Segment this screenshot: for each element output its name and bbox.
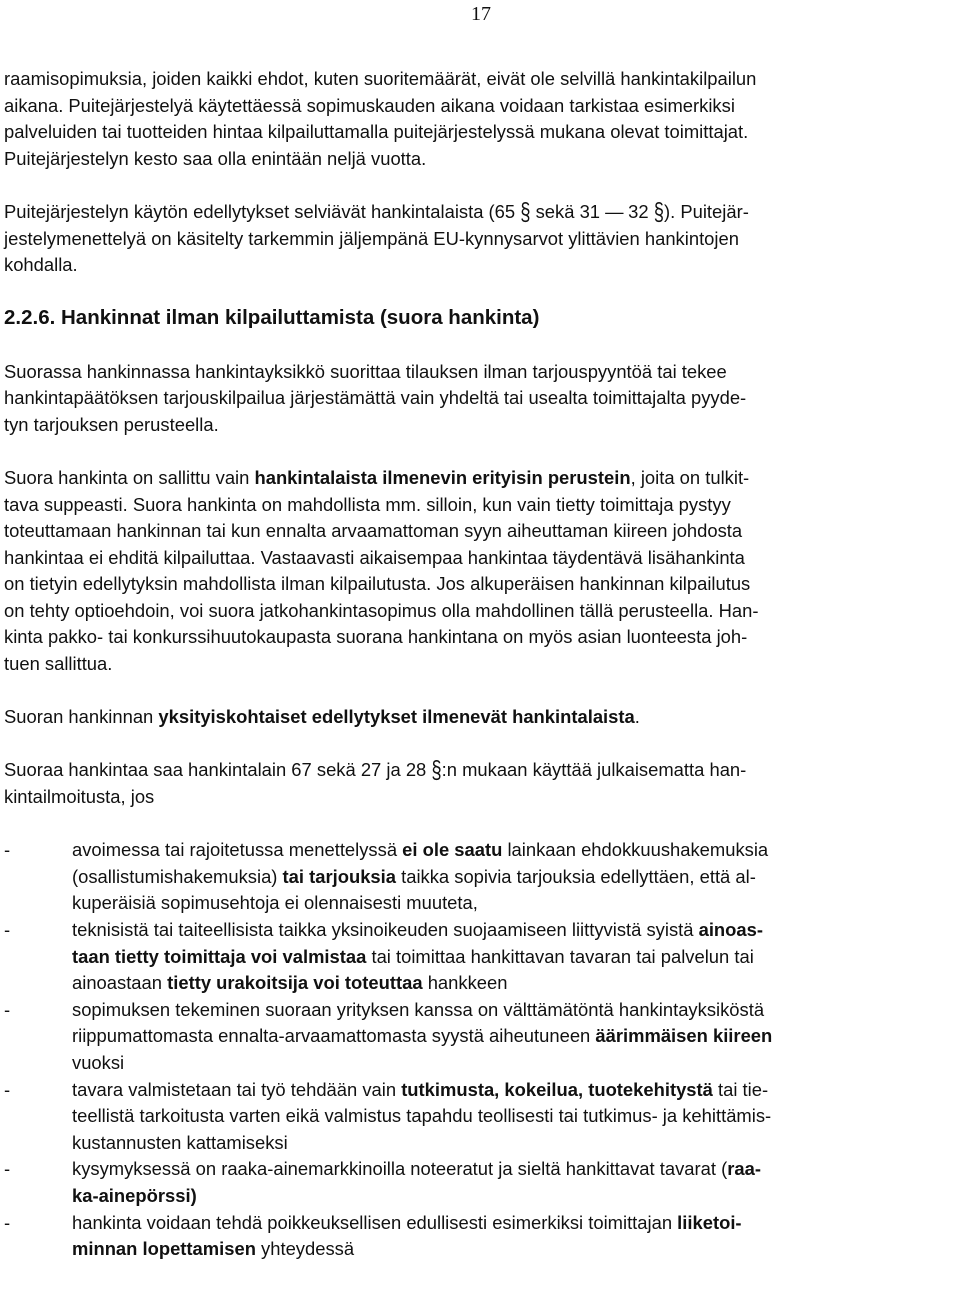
text-line: kustannusten kattamiseksi — [72, 1131, 288, 1153]
list-item — [4, 837, 956, 917]
text-line: tuen sallittua. — [4, 653, 113, 675]
emphasis: ainoas- — [698, 919, 763, 940]
text-line: . — [634, 706, 640, 728]
text-line: raamisopimuksia, joiden kaikki ehdot, kuten suoritemäärät, eivät ole selvillä hankintakilpailun — [4, 68, 757, 89]
list-item — [4, 1156, 956, 1209]
emphasis: äärimmäisen kiireen — [595, 1025, 773, 1047]
text-line: toteuttamaan hankinnan tai kun ennalta arvaamattoman syyn aiheuttaman kiireen johdosta — [4, 520, 743, 542]
text-line: vuoksi — [72, 1051, 125, 1073]
text-line: teknisistä tai taiteellisista taikka yksinoikeuden suojaamiseen liittyvistä syistä — [72, 919, 699, 940]
text-line: Suora hankinta on sallittu vain — [4, 466, 255, 488]
list-item — [4, 1210, 956, 1263]
list-dash: - — [4, 839, 11, 861]
conditions-list — [4, 837, 956, 1263]
paragraph-detailed-conditions — [4, 704, 956, 731]
text-line: lainkaan ehdokkuushakemuksia — [502, 839, 769, 861]
text-line: tai toimittaa hankittavan tavaran tai palvelun tai — [366, 945, 754, 967]
text-line: on tietyin edellytyksin mahdollista ilman kilpailutusta. Jos alkuperäisen hankinnan kilpailutus — [4, 573, 751, 595]
text-line: avoimessa tai rajoitetussa menettelyssä — [72, 839, 403, 861]
text-line: ainoastaan — [72, 972, 168, 994]
text-line: Suoraa hankintaa saa hankintalain 67 sekä 27 ja 28 — [4, 759, 427, 781]
text-line: sekä 31 — [535, 200, 601, 222]
emphasis: liiketoi- — [677, 1211, 742, 1233]
section-symbol: § — [520, 197, 531, 226]
text-line: kysymyksessä on raaka-ainemarkkinoilla noteeratut ja sieltä hankittavat tavarat ( — [72, 1158, 728, 1180]
text-line: taikka sopivia tarjouksia edellyttäen, että al- — [396, 865, 756, 887]
list-item — [4, 917, 956, 997]
text-line: hankkeen — [422, 972, 508, 994]
em-dash: — — [605, 200, 624, 222]
text-line: :n mukaan käyttää julkaisematta han- — [441, 759, 747, 781]
list-dash: - — [4, 1078, 11, 1100]
text-line: jestelymenettelyä on käsitelty tarkemmin jäljempänä EU-kynnysarvot ylittävien hankintojen — [4, 227, 739, 249]
text-line: tavara valmistetaan tai työ tehdään vain — [72, 1078, 402, 1100]
text-line: sopimuksen tekeminen suoraan yrityksen kanssa on välttämätöntä hankintayksiköstä — [72, 998, 765, 1020]
paragraph-framework-conditions — [4, 199, 956, 279]
paragraph-direct-procurement-definition — [4, 359, 956, 439]
emphasis: tutkimusta, kokeilua, tuotekehitystä — [401, 1078, 713, 1100]
emphasis: ka-ainepörssi) — [72, 1184, 197, 1206]
list-item — [4, 997, 956, 1077]
text-line: kuperäisiä sopimusehtoja ei olennaisesti muuteta, — [72, 892, 478, 914]
paragraph-direct-procurement-allowed — [4, 465, 956, 678]
emphasis: taan tietty toimittaja voi valmistaa — [72, 945, 367, 967]
page-number: 17 — [471, 3, 491, 25]
text-line: ). Puitejär- — [664, 200, 749, 222]
section-symbol: § — [431, 755, 442, 784]
text-line: Suoran hankinnan — [4, 706, 159, 728]
text-line: tai tie- — [712, 1078, 769, 1100]
document-body — [4, 66, 956, 1263]
emphasis: tietty urakoitsija voi toteuttaa — [167, 972, 423, 994]
list-dash: - — [4, 1211, 11, 1233]
text-line: Puitejärjestelyn käytön edellytykset selviävät hankintalaista (65 — [4, 200, 516, 222]
text-line: aikana. Puitejärjestelyä käytettäessä sopimuskauden aikana voidaan tarkistaa esimerkiksi — [4, 94, 735, 116]
section-symbol: § — [653, 197, 664, 226]
text-line: tava suppeasti. Suora hankinta on mahdollista mm. silloin, kun vain tietty toimittaja pystyy — [4, 493, 731, 515]
text-line: hankintaa ei ehditä kilpailuttaa. Vastaavasti aikaisempaa hankintaa täydentävä lisähankinta — [4, 546, 745, 568]
text-line: teellistä tarkoitusta varten eikä valmistus tapahdu teollisesti tai tutkimus- ja kehittämis- — [72, 1105, 772, 1127]
list-dash: - — [4, 998, 11, 1020]
list-dash: - — [4, 919, 11, 940]
text-line: 32 — [628, 200, 649, 222]
emphasis: minnan lopettamisen — [72, 1238, 256, 1260]
text-line: Suorassa hankinnassa hankintayksikkö suorittaa tilauksen ilman tarjouspyyntöä tai tekee — [4, 360, 727, 382]
emphasis: tai tarjouksia — [282, 865, 396, 887]
text-line: on tehty optioehdoin, voi suora jatkohankintasopimus olla mahdollinen tällä perusteella. Han- — [4, 599, 759, 621]
text-line: yhteydessä — [255, 1238, 355, 1260]
text-line: riippumattomasta ennalta-arvaamattomasta syystä aiheutuneen — [72, 1025, 596, 1047]
paragraph-list-intro — [4, 757, 956, 810]
text-line: (osallistumishakemuksia) — [72, 865, 283, 887]
text-line: palveluiden tai tuotteiden hintaa kilpailuttamalla puitejärjestelyssä mukana olevat toimittajat. — [4, 121, 749, 143]
text-line: kohdalla. — [4, 254, 78, 276]
list-dash: - — [4, 1158, 11, 1180]
text-line: hankinta voidaan tehdä poikkeuksellisen edullisesti esimerkiksi toimittajan — [72, 1211, 678, 1233]
text-line: hankintapäätöksen tarjouskilpailua järjestämättä vain yhdeltä tai usealta toimittajalta pyyde- — [4, 387, 747, 409]
text-line: kintailmoitusta, jos — [4, 786, 155, 808]
text-line: tyn tarjouksen perusteella. — [4, 413, 219, 435]
emphasis: ei ole saatu — [402, 839, 503, 861]
text-line: Puitejärjestelyn kesto saa olla enintään neljä vuotta. — [4, 147, 427, 169]
emphasis: yksityiskohtaiset edellytykset ilmenevät hankintalaista — [158, 706, 635, 728]
list-item — [4, 1077, 956, 1157]
paragraph-framework-agreements — [4, 66, 956, 172]
text-line: kinta pakko- tai konkurssihuutokaupasta suorana hankintana on myös asian luonteesta joh- — [4, 626, 748, 648]
emphasis: hankintalaista ilmenevin erityisin perustein — [254, 466, 631, 488]
text-line: , joita on tulkit- — [630, 466, 750, 488]
section-heading: 2.2.6. Hankinnat ilman kilpailuttamista (suora hankinta) — [4, 306, 540, 330]
emphasis: raa- — [727, 1158, 761, 1180]
